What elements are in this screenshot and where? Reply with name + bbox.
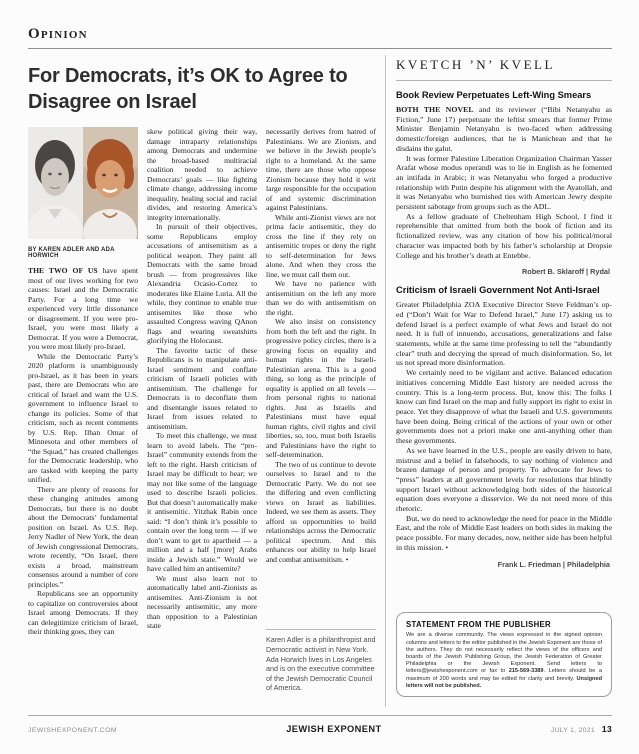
letter-paragraph: As a fellow graduate of Cheltenham High School, I find it reprehensible that omitted from both the book of fiction and its fictionalized review, was any citation of how his political/moral character was impacted both by his father’s scholarship at Dropsie College and his brother’s death at Entebbe. bbox=[396, 211, 612, 260]
letters-column bbox=[385, 55, 612, 707]
paragraph: While anti-Zionist views are not prima facie antisemitic, they do cross the line if they rely on antisemitic tropes or deny the right to self-determination for Jews alone. And when they cross the line, we must call them out. bbox=[266, 212, 376, 279]
letter-heading: Criticism of Israeli Government Not Anti-Israel bbox=[396, 285, 600, 296]
footer-page-number: 13 bbox=[601, 724, 612, 734]
statement-text: We are a diverse community. The views expressed in the signed opinion columns and letters to the editor published in the Jewish Exponent are those of the authors. They do not necessarily reflect the views of the officers and boards of the Jewish Publishing Group, the Jewish Federation of Greater Philadelphia or the Jewish Exponent. Send letters to letters@jewishexponent.com or fax to bbox=[406, 632, 602, 675]
letter-signature: Robert B. Sklaroff | Rydal bbox=[522, 267, 610, 277]
publisher-statement-box bbox=[396, 612, 612, 697]
article-column-3 bbox=[266, 127, 376, 693]
authors-photo-image bbox=[28, 127, 138, 239]
publisher-statement-body bbox=[406, 632, 602, 690]
letters-text bbox=[396, 55, 612, 612]
article-column-2 bbox=[147, 127, 257, 693]
footer-paper-name: JEWISH EXPONENT bbox=[286, 724, 382, 734]
main-article bbox=[28, 55, 376, 707]
paragraph: The favorite tactic of these Republicans is to manipulate anti-Israel sentiment and conflate criticism of Israeli policies with antisemitism. The challenge for Democrats is to deconflate them and disentangle issues related to Israel from issues related to antisemitism. bbox=[147, 345, 257, 431]
paragraph: We have no patience with antisemitism on the left any more than we do with antisemitism on the right. bbox=[266, 279, 376, 317]
section-label: Opinion bbox=[28, 26, 88, 42]
paragraph: To meet this challenge, we must learn to avoid labels. The “pro-Israel” community extends from the left to the right. Harsh criticism of Israel may be difficult to hear; we may not like some of the language used to describe Israeli policies. But that doesn’t automatically make it antisemitic. Yitzhak Rabin once said: “I don’t think it’s possible to contain over the long term — if we don’t want to get to apartheid — a million and a half [more] Arabs inside a Jewish state.” Would we have called him an antisemite? bbox=[147, 431, 257, 573]
footer-date-page bbox=[551, 724, 612, 734]
letter-signature: Frank L. Friedman | Philadelphia bbox=[497, 559, 610, 569]
fax-number: 215-569-3389 bbox=[508, 668, 544, 675]
footer-website: JEWISHEXPONENT.COM bbox=[28, 727, 118, 734]
paragraph: While the Democratic Party’s 2020 platform is unambiguously pro-Israel, as it has been in years past, there are Democrats who are critical of Israel and want the U.S. government to influence Israel to change its policies. Some of that criticism, such as recent comments by U.S. Rep. Ilhan Omar of Minnesota and other members of “the Squad,” has created challenges for the Democratic leadership, who are tasked with keeping the party unified. bbox=[28, 351, 138, 484]
paragraph-text: have spent most of our lives working for two causes: Israel and the Democratic Party. For a long time we experienced very little dissonance or disagreement. If you were pro-Israel, you were most likely a Democrat. If you were a Democrat, you were most likely pro-Israel. bbox=[28, 266, 138, 351]
unsigned-letters-note: Unsigned letters will not be published. bbox=[406, 675, 602, 689]
letters-section-title: KVETCH ’N’ KVELL bbox=[396, 55, 612, 81]
column-text bbox=[266, 127, 376, 623]
article-body bbox=[28, 127, 376, 693]
letter-paragraph: Greater Philadelphia ZOA Executive Director Steve Feldman’s op-ed (“Don’t Wait for War to Defend Israel,” June 17) asking us to defend Israel is a perfect example of what Jews and Israel do not need. It is full of innuendo, accusations, generalizations and false statements, while at the same time professing to tell the “abundantly clear” truth and decrying the spread of much disinformation. So, let us not spread more disinformation. bbox=[396, 300, 612, 368]
statement-text: . Letters should be a maximum of 200 words and may be edited for clarity and brevity. bbox=[406, 668, 602, 682]
paragraph: Republicans see an opportunity to capitalize on controversies about Israel among Democrats. If they can delegitimize criticism of Israel, their thinking goes, they can bbox=[28, 589, 138, 636]
article-byline: BY KAREN ADLER AND ADA HORWICH bbox=[28, 247, 115, 259]
letter-paragraph: It was former Palestine Liberation Organization Chairman Yasser Arafat whose modus operandi was to lie in English as he fomented an intifada in Arabic; it was Netanyahu who forged a productive relationship with Putin despite his alignment with the Ayatollah, and it was Netanyahu who burnished ties with American Jewry despite persistent sabotage from groups such as the ADL. bbox=[396, 153, 612, 212]
letter-paragraph: We certainly need to be vigilant and active. Balanced education initiatives concerning Middle East history are needed across the country. This is a long-term process. But, know this: The folks I know can find Israel on the map and fully support its right to exist in peace. Yet they disapprove of what the Israeli and U.S. governments have been doing. Being critical of the actions of your own or other governments does not a priori make one anti-anything other than these governments. bbox=[396, 368, 612, 446]
masthead-rule bbox=[28, 48, 612, 49]
author-bio: Karen Adler is a philanthropist and Democratic activist in New York. Ada Horwich lives in Los Angeles and is on the executive committee of the Jewish Democratic Council of America. bbox=[266, 629, 376, 693]
letter-heading: Book Review Perpetuates Left-Wing Smears bbox=[396, 90, 592, 100]
masthead bbox=[28, 26, 612, 49]
lead-in-text: THE TWO OF US bbox=[28, 266, 98, 275]
paragraph: The two of us continue to devote ourselves to Israel and to the Democratic Party. We do not see the differing and even conflicting views on Israel as liabilities. Indeed, we see them as assets. They afford us opportunities to build relationships across the Democratic political spectrum. And this enhances our ability to help Israel and combat antisemitism. • bbox=[266, 459, 376, 564]
article-column-1 bbox=[28, 127, 138, 693]
letter-paragraph: As we have learned in the U.S., people are easily driven to hate, mistrust and a belief in falsehoods, to say nothing of violence and brazen damage of person and property. To advocate for Jews to “press” leaders at all government levels for resolutions that blindly support Israel without acknowledging both sides of the historical equation does everyone a disservice. We do not need more of this rhetoric. bbox=[396, 445, 612, 514]
paragraph: necessarily derives from hatred of Palestinians. We are Zionists, and we believe in the Jewish people’s right to a homeland. At the same time, there are those who oppose Zionism because they hold it writ large responsible for the occupation of and systemic discrimination against Palestinians. bbox=[266, 127, 376, 212]
lead-in-text: BOTH THE NOVEL bbox=[396, 105, 474, 114]
page-footer bbox=[28, 715, 612, 734]
paragraph-text: and its reviewer (“Bibi Netanyahu as Fiction,” June 17) perpetuate the leftist smears that former Prime Minister Benjamin Netanyahu is two-faced when addressing domestic/foreign audiences, that he is Manichean and that he disdains the galut. bbox=[396, 105, 612, 153]
publisher-statement-title: STATEMENT FROM THE PUBLISHER bbox=[406, 620, 551, 630]
authors-photo bbox=[28, 127, 138, 239]
paragraph bbox=[28, 266, 138, 352]
letter-paragraph bbox=[396, 105, 612, 154]
paragraph: In pursuit of their objectives, some Republicans employ accusations of antisemitism as a political weapon. They paint all Democrats with the same broad brush — from progressives like Alexandria Ocasio-Cortez to moderates like Elaine Luria. All the while, they continue to enable true antisemites like those who assaulted Congress waving QAnon flags and wearing sweatshirts glorifying the Holocaust. bbox=[147, 222, 257, 345]
paragraph: We also insist on consistency from both the left and the right. In progressive policy circles, there is a growing focus on equality and human rights in the Israeli-Palestinian arena. This is a good thing, so long as the principle of equality is applied on all levels — from personal rights to national rights. Just as Israelis and Palestinians must have equal human rights, civil rights and civil liberties, so, too, must both Israelis and Palestinians have the right to self-determination. bbox=[266, 317, 376, 459]
paragraph: We must also learn not to automatically label anti-Zionists as antisemites. Anti-Zionism is not necessarily antisemitic, any more than opposition to a Palestinian state bbox=[147, 573, 257, 630]
content-area bbox=[28, 55, 612, 707]
paragraph: There are plenty of reasons for these changing attitudes among Democrats, but there is no doubt about the Democrats’ fundamental position on Israel. As U.S. Rep. Jerry Nadler of New York, the dean of Jewish congressional Democrats, wrote recently, “On Israel, there exists a broad, mainstream consensus around a number of core principles.” bbox=[28, 484, 138, 589]
letter-paragraph: But, we do need to acknowledge the need for peace in the Middle East, and the role of Middle East leaders on both sides in making the peace possible. For many decades, now, neither side has been helpful in this mission. • bbox=[396, 513, 612, 552]
footer-date: JULY 1, 2021 bbox=[550, 727, 595, 734]
article-headline: For Democrats, it’s OK to Agree to Disagree on Israel bbox=[28, 65, 348, 113]
paragraph: skew political giving their way, damage intraparty relationships among Democrats and undermine the broad-based multiracial coalition needed to achieve Democrats’ goals — like fighting climate change, addressing income inequality, healing social and racial divides, and restoring America’s integrity internationally. bbox=[147, 127, 257, 222]
